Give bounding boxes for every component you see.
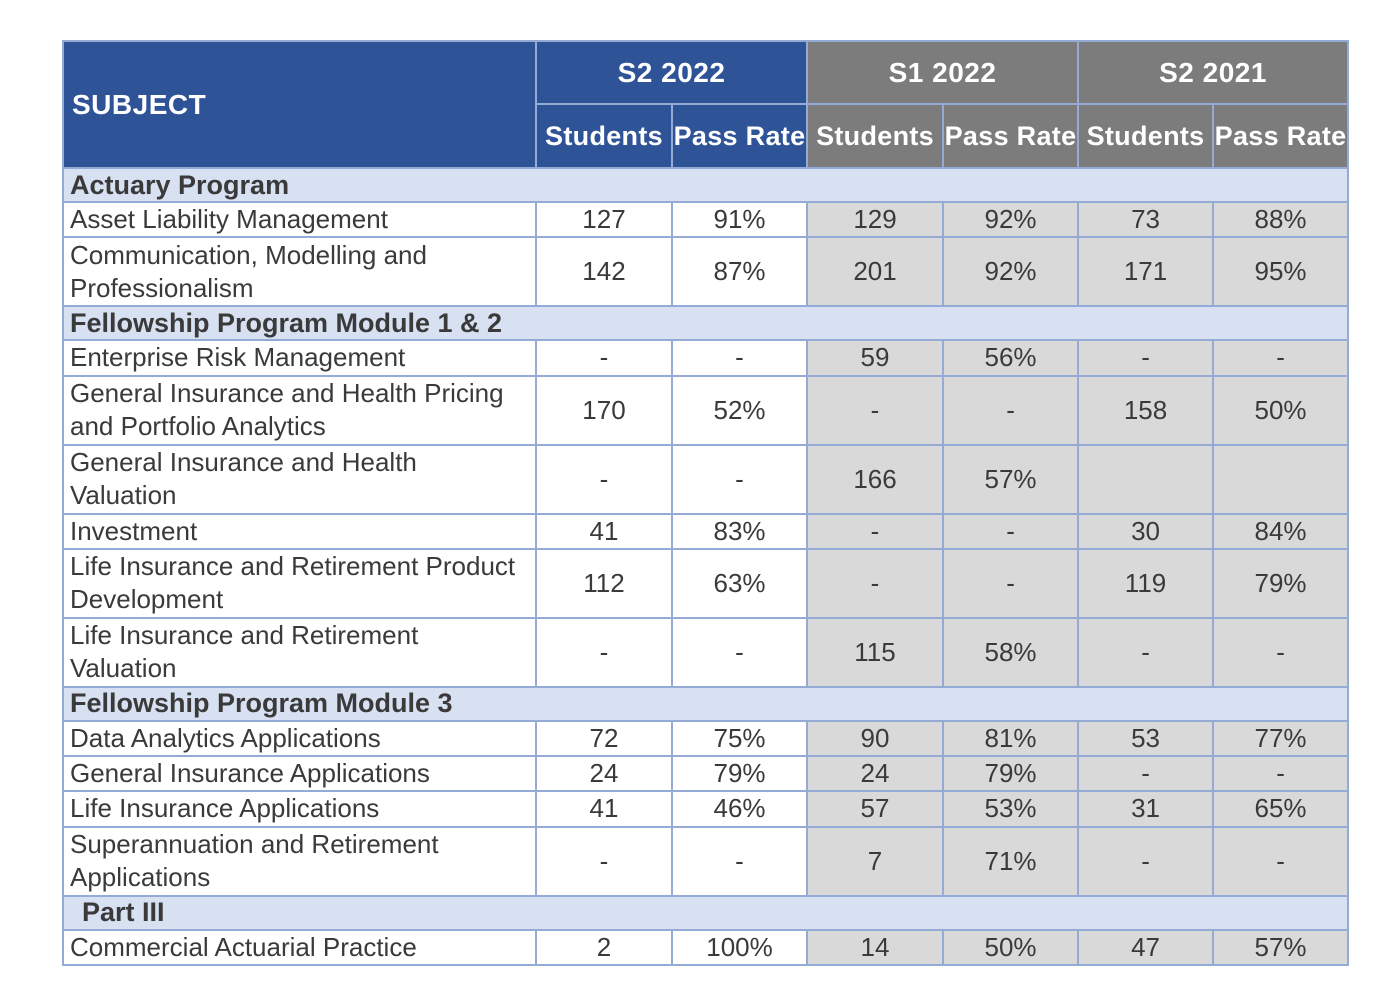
value-cell: 129	[807, 202, 943, 237]
section-title: Fellowship Program Module 1 & 2	[63, 306, 1348, 340]
subject-cell: Enterprise Risk Management	[63, 340, 536, 375]
section-row-fellowship-module-1-2	[63, 306, 1348, 340]
subject-cell: Investment	[63, 514, 536, 549]
value-cell: 47	[1078, 930, 1213, 965]
value-cell: 79%	[943, 756, 1078, 791]
value-cell: 7	[807, 827, 943, 896]
value-cell: 24	[807, 756, 943, 791]
value-cell: 14	[807, 930, 943, 965]
value-cell: 170	[536, 376, 672, 445]
table-row	[63, 791, 1348, 826]
subject-column-header: SUBJECT	[63, 41, 536, 168]
value-cell: -	[1213, 756, 1348, 791]
value-cell: 95%	[1213, 237, 1348, 306]
value-cell: -	[536, 445, 672, 514]
value-cell: 87%	[672, 237, 807, 306]
value-cell: 24	[536, 756, 672, 791]
pass-rate-header-s1-2022: Pass Rate	[943, 104, 1078, 168]
value-cell: 41	[536, 514, 672, 549]
value-cell: 83%	[672, 514, 807, 549]
value-cell: 2	[536, 930, 672, 965]
value-cell: 52%	[672, 376, 807, 445]
pass-rate-header-s2-2021: Pass Rate	[1213, 104, 1348, 168]
value-cell	[1213, 445, 1348, 514]
students-header-s2-2022: Students	[536, 104, 672, 168]
section-title: Part III	[63, 896, 1348, 930]
semester-header-s1-2022: S1 2022	[807, 41, 1078, 104]
table-row	[63, 445, 1348, 514]
subject-cell: General Insurance and Health Pricing and Portfolio Analytics	[63, 376, 536, 445]
value-cell: -	[1078, 618, 1213, 687]
subject-cell: Commercial Actuarial Practice	[63, 930, 536, 965]
value-cell: 92%	[943, 237, 1078, 306]
value-cell: 73	[1078, 202, 1213, 237]
table-row	[63, 202, 1348, 237]
value-cell: 75%	[672, 721, 807, 756]
value-cell: 59	[807, 340, 943, 375]
value-cell: 158	[1078, 376, 1213, 445]
subject-cell: Life Insurance Applications	[63, 791, 536, 826]
table-row	[63, 618, 1348, 687]
value-cell: 100%	[672, 930, 807, 965]
value-cell: 91%	[672, 202, 807, 237]
subject-cell: Superannuation and Retirement Applications	[63, 827, 536, 896]
table-row	[63, 237, 1348, 306]
value-cell: 58%	[943, 618, 1078, 687]
value-cell: -	[672, 827, 807, 896]
value-cell: 53%	[943, 791, 1078, 826]
value-cell: -	[943, 514, 1078, 549]
value-cell: -	[1213, 618, 1348, 687]
semester-header-s2-2021: S2 2021	[1078, 41, 1348, 104]
table-row	[63, 514, 1348, 549]
value-cell: 30	[1078, 514, 1213, 549]
value-cell: 63%	[672, 549, 807, 618]
section-row-part-iii	[63, 896, 1348, 930]
value-cell: -	[536, 827, 672, 896]
value-cell: 53	[1078, 721, 1213, 756]
section-title: Fellowship Program Module 3	[63, 687, 1348, 721]
subject-cell: General Insurance and Health Valuation	[63, 445, 536, 514]
subject-cell: General Insurance Applications	[63, 756, 536, 791]
value-cell: -	[672, 340, 807, 375]
value-cell: 57%	[1213, 930, 1348, 965]
value-cell: -	[672, 445, 807, 514]
value-cell: -	[807, 549, 943, 618]
value-cell: 81%	[943, 721, 1078, 756]
value-cell: -	[1078, 756, 1213, 791]
subject-cell: Data Analytics Applications	[63, 721, 536, 756]
value-cell: 72	[536, 721, 672, 756]
value-cell: -	[536, 340, 672, 375]
table-row	[63, 340, 1348, 375]
value-cell: 31	[1078, 791, 1213, 826]
value-cell: -	[672, 618, 807, 687]
value-cell: 92%	[943, 202, 1078, 237]
value-cell: 71%	[943, 827, 1078, 896]
value-cell	[1078, 445, 1213, 514]
value-cell: -	[536, 618, 672, 687]
value-cell: -	[807, 514, 943, 549]
value-cell: 142	[536, 237, 672, 306]
value-cell: 50%	[1213, 376, 1348, 445]
value-cell: 112	[536, 549, 672, 618]
value-cell: 171	[1078, 237, 1213, 306]
semester-header-s2-2022: S2 2022	[536, 41, 807, 104]
value-cell: 90	[807, 721, 943, 756]
value-cell: 127	[536, 202, 672, 237]
value-cell: 115	[807, 618, 943, 687]
table-row	[63, 549, 1348, 618]
value-cell: 201	[807, 237, 943, 306]
value-cell: 84%	[1213, 514, 1348, 549]
table-row	[63, 721, 1348, 756]
value-cell: -	[1213, 827, 1348, 896]
table-row	[63, 376, 1348, 445]
value-cell: 57	[807, 791, 943, 826]
value-cell: -	[807, 376, 943, 445]
value-cell: 65%	[1213, 791, 1348, 826]
value-cell: 50%	[943, 930, 1078, 965]
value-cell: 88%	[1213, 202, 1348, 237]
pass-rates-table	[62, 40, 1349, 966]
value-cell: 41	[536, 791, 672, 826]
table-row	[63, 756, 1348, 791]
value-cell: -	[1213, 340, 1348, 375]
table-row	[63, 930, 1348, 965]
value-cell: 166	[807, 445, 943, 514]
value-cell: -	[1078, 827, 1213, 896]
students-header-s1-2022: Students	[807, 104, 943, 168]
students-header-s2-2021: Students	[1078, 104, 1213, 168]
value-cell: 56%	[943, 340, 1078, 375]
subject-cell: Life Insurance and Retirement Valuation	[63, 618, 536, 687]
section-row-actuary-program	[63, 168, 1348, 202]
pass-rate-header-s2-2022: Pass Rate	[672, 104, 807, 168]
subject-cell: Life Insurance and Retirement Product Development	[63, 549, 536, 618]
value-cell: 119	[1078, 549, 1213, 618]
value-cell: -	[943, 376, 1078, 445]
value-cell: 79%	[1213, 549, 1348, 618]
value-cell: 46%	[672, 791, 807, 826]
value-cell: 57%	[943, 445, 1078, 514]
header-row-semesters	[63, 41, 1348, 104]
section-title: Actuary Program	[63, 168, 1348, 202]
value-cell: -	[943, 549, 1078, 618]
section-row-fellowship-module-3	[63, 687, 1348, 721]
value-cell: 77%	[1213, 721, 1348, 756]
table-row	[63, 827, 1348, 896]
value-cell: 79%	[672, 756, 807, 791]
value-cell: -	[1078, 340, 1213, 375]
subject-cell: Asset Liability Management	[63, 202, 536, 237]
subject-cell: Communication, Modelling and Professionalism	[63, 237, 536, 306]
